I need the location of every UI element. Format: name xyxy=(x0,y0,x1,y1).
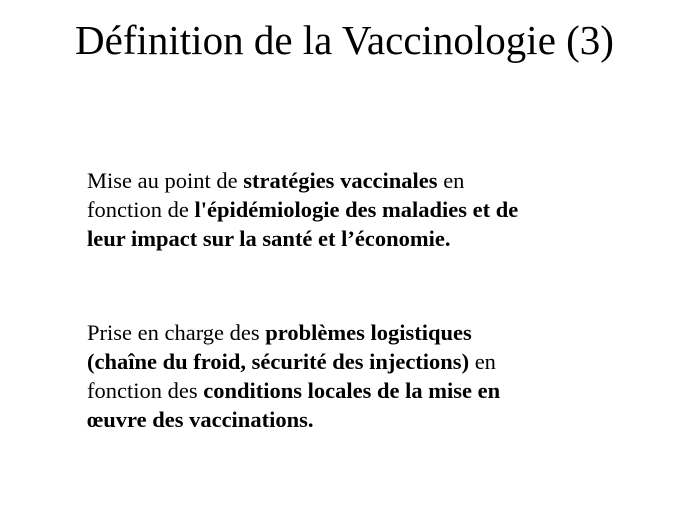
text-run: en xyxy=(437,168,465,193)
paragraph-logistics xyxy=(87,318,627,434)
text-run: Mise au point de xyxy=(87,168,244,193)
paragraph-line xyxy=(87,405,627,434)
text-run: fonction des xyxy=(87,378,204,403)
text-run: fonction de xyxy=(87,197,195,222)
paragraph-line xyxy=(87,347,627,376)
text-run-bold: l'épidémiologie des maladies et de xyxy=(194,197,519,222)
text-run-bold: leur impact sur la santé et l’économie. xyxy=(87,226,451,251)
text-run-bold: problèmes logistiques xyxy=(265,320,472,345)
text-run: en xyxy=(469,349,496,374)
paragraph-line xyxy=(87,224,627,253)
paragraph-line xyxy=(87,195,627,224)
paragraph-line xyxy=(87,376,627,405)
paragraph-line xyxy=(87,318,627,347)
paragraph-line xyxy=(87,166,627,195)
text-run-bold: stratégies vaccinales xyxy=(243,168,438,193)
text-run-bold: (chaîne du froid, sécurité des injections) xyxy=(87,349,470,374)
text-run-bold: œuvre des vaccinations. xyxy=(87,407,314,432)
text-run: Prise en charge des xyxy=(87,320,266,345)
paragraph-vaccination-strategies xyxy=(87,166,627,253)
text-run-bold: conditions locales de la mise en xyxy=(203,378,501,403)
slide-title: Définition de la Vaccinologie (3) xyxy=(75,17,614,63)
